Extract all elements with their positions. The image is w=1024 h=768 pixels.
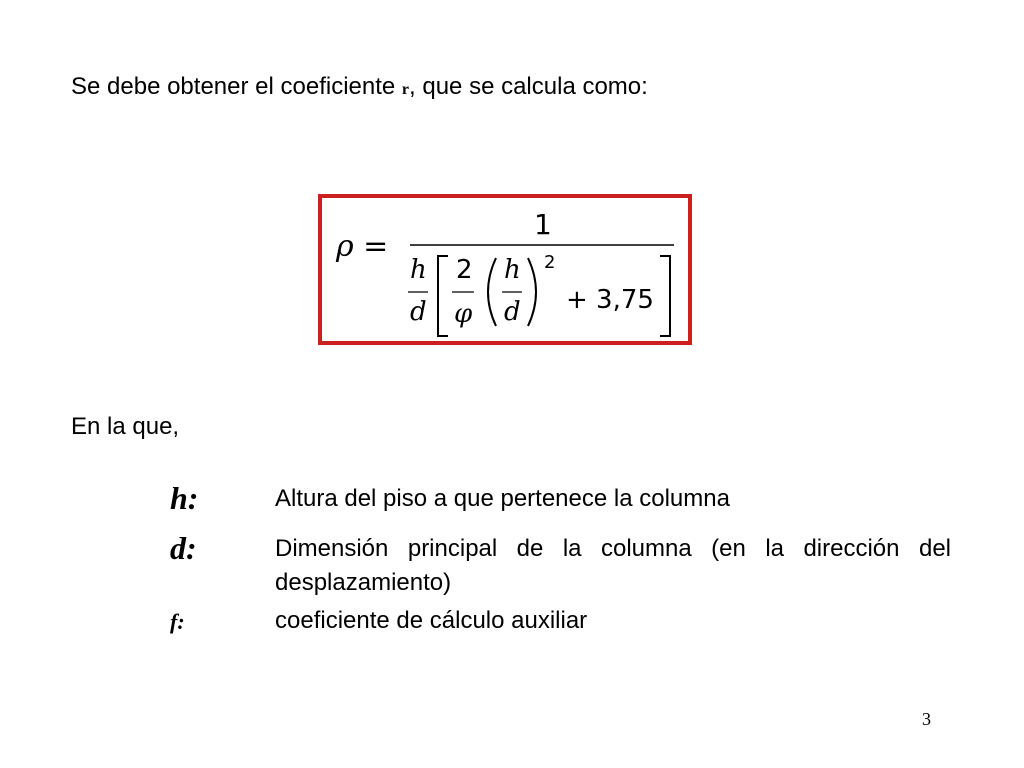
right-bracket bbox=[660, 256, 670, 336]
formula-outer-d: d bbox=[410, 297, 427, 327]
where-label: En la que, bbox=[71, 413, 180, 440]
formula-lhs: ρ = bbox=[336, 229, 389, 264]
formula-outer-h: h bbox=[410, 255, 427, 285]
left-bracket bbox=[438, 256, 448, 336]
intro-text-after: , que se calcula como: bbox=[409, 73, 648, 100]
definition-text-d: Dimensión principal de la columna (en la dirección del desplazamiento) bbox=[275, 535, 951, 596]
formula-two: 2 bbox=[456, 255, 473, 285]
formula-box bbox=[318, 194, 692, 345]
intro-symbol: r bbox=[401, 81, 410, 98]
formula-inner-h: h bbox=[504, 255, 521, 285]
formula-svg bbox=[322, 198, 696, 349]
formula-numerator: 1 bbox=[534, 208, 552, 241]
definition-symbol-d: d: bbox=[170, 530, 197, 566]
definition-symbol-h: h: bbox=[170, 480, 199, 516]
formula-plus-constant: + 3,75 bbox=[566, 285, 654, 315]
formula-exponent: 2 bbox=[544, 252, 556, 273]
formula-inner-d: d bbox=[504, 297, 521, 327]
right-parenthesis bbox=[528, 258, 536, 326]
left-parenthesis bbox=[488, 258, 496, 326]
definition-text-f: coeficiente de cálculo auxiliar bbox=[275, 607, 588, 634]
definition-text-h: Altura del piso a que pertenece la columna bbox=[275, 485, 730, 512]
definition-symbol-f: f: bbox=[170, 609, 185, 634]
intro-sentence bbox=[71, 72, 648, 105]
intro-text-before: Se debe obtener el coeficiente bbox=[71, 73, 402, 100]
page-number: 3 bbox=[922, 709, 931, 729]
formula-phi: φ bbox=[454, 299, 473, 329]
